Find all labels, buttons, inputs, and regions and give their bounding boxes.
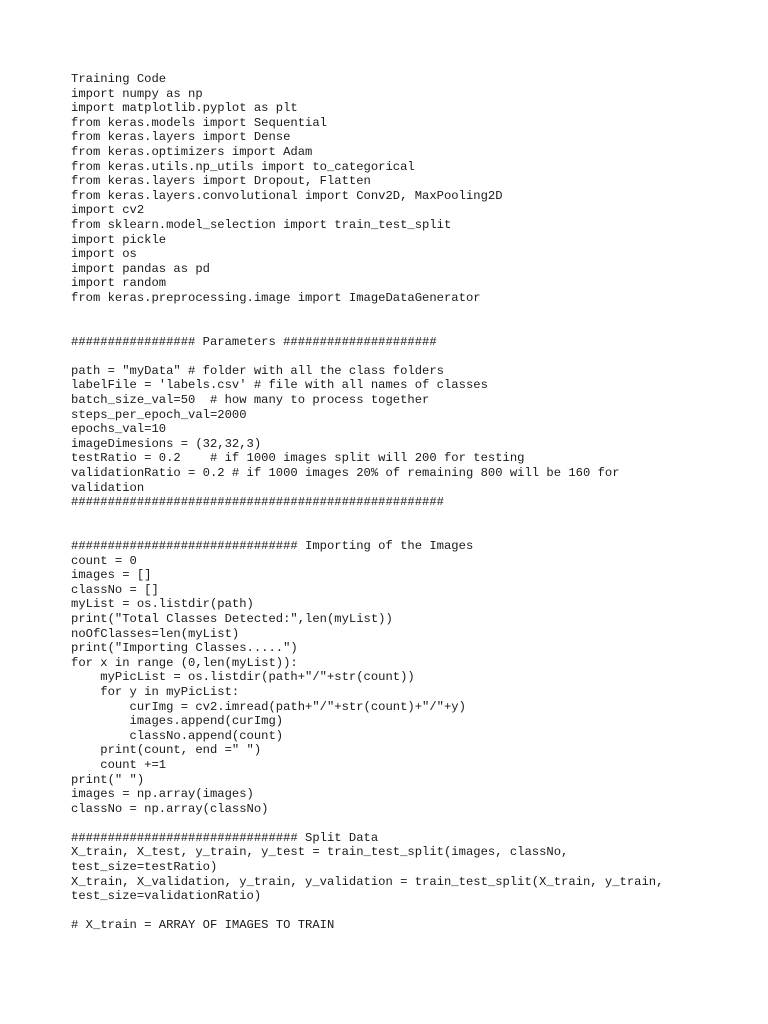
code-line: classNo.append(count) [71,728,284,743]
code-line: testRatio = 0.2 # if 1000 images split will 200 for testing [71,451,525,466]
code-line: images.append(curImg) [71,714,284,729]
code-line: import os [71,247,137,262]
code-line [71,510,721,525]
code-line: classNo = np.array(classNo) [71,801,269,816]
code-line: Training Code [71,72,167,86]
code-line: from keras.layers import Dropout, Flatten [71,174,371,189]
code-line: imageDimesions = (32,32,3) [71,436,262,451]
code-line: from keras.layers import Dense [71,130,291,145]
code-line: # X_train = ARRAY OF IMAGES TO TRAIN [71,918,335,933]
code-line [71,816,721,831]
code-line: curImg = cv2.imread(path+"/"+str(count)+"/"+y) [71,699,466,714]
code-line: ################################################### [71,495,444,510]
code-line: for y in myPicList: [71,684,240,699]
code-line: import numpy as np [71,86,203,101]
code-line [71,320,721,335]
code-line: print(" ") [71,772,145,787]
code-line: from keras.preprocessing.image import ImageDataGenerator [71,290,481,305]
code-line: print("Importing Classes.....") [71,641,298,656]
code-line: epochs_val=10 [71,422,167,437]
code-line: import cv2 [71,203,145,218]
code-line: count = 0 [71,553,137,568]
code-line [71,349,721,364]
code-line [71,524,721,539]
code-line: noOfClasses=len(myList) [71,626,240,641]
code-line: X_train, X_test, y_train, y_test = train_test_split(images, classNo, [71,845,569,860]
code-line: ################# Parameters ##################### [71,334,437,349]
code-line: ############################### Importing of the Images [71,539,474,553]
code-line: import random [71,276,167,291]
code-line: X_train, X_validation, y_train, y_validation = train_test_split(X_train, y_train, [71,874,664,889]
code-line: import pandas as pd [71,261,210,276]
code-line: from keras.layers.convolutional import Conv2D, MaxPooling2D [71,188,503,203]
code-line: from keras.optimizers import Adam [71,144,313,159]
code-line [71,904,721,919]
code-line: batch_size_val=50 # how many to process together [71,393,430,408]
code-line: print(count, end =" ") [71,743,262,758]
code-listing [71,72,721,933]
code-line [71,306,721,321]
code-line: ############################### Split Data [71,830,379,845]
code-line: test_size=testRatio) [71,860,218,875]
code-line: import pickle [71,232,167,247]
code-line: myPicList = os.listdir(path+"/"+str(count)) [71,670,415,685]
code-line: from keras.models import Sequential [71,115,327,130]
code-line: images = np.array(images) [71,787,254,802]
code-line: images = [] [71,568,152,583]
code-line: test_size=validationRatio) [71,889,262,904]
code-line: import matplotlib.pyplot as plt [71,101,298,116]
code-line: steps_per_epoch_val=2000 [71,407,247,422]
code-line: path = "myData" # folder with all the class folders [71,363,444,378]
code-line: myList = os.listdir(path) [71,597,254,612]
code-line: validation [71,480,145,495]
code-line: labelFile = 'labels.csv' # file with all names of classes [71,378,488,393]
code-line: classNo = [] [71,582,159,597]
code-line: for x in range (0,len(myList)): [71,655,298,670]
code-line: count +=1 [71,757,167,772]
code-line: from keras.utils.np_utils import to_categorical [71,159,415,174]
code-line: print("Total Classes Detected:",len(myList)) [71,611,393,626]
code-line: validationRatio = 0.2 # if 1000 images 20% of remaining 800 will be 160 for [71,466,620,481]
code-line: from sklearn.model_selection import train_test_split [71,217,452,232]
